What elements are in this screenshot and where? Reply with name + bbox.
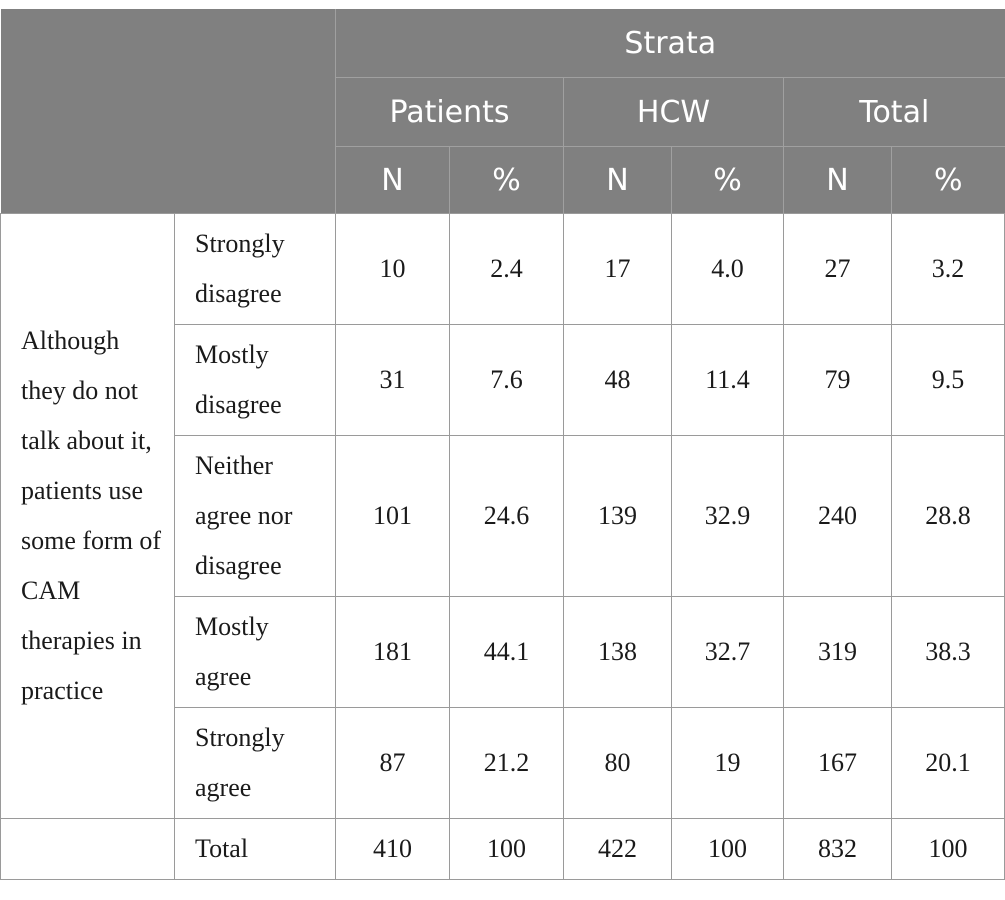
- col-header-n: N: [336, 147, 450, 214]
- hcw-pct-cell: 32.7: [672, 597, 784, 708]
- col-header-n: N: [564, 147, 672, 214]
- table-row: [1, 819, 1005, 880]
- col-header-pct: %: [450, 147, 564, 214]
- patients-n-cell: 31: [336, 325, 450, 436]
- patients-pct-cell: 24.6: [450, 436, 564, 597]
- hcw-n-cell: 138: [564, 597, 672, 708]
- row-label: Strongly agree: [175, 708, 336, 819]
- total-n-cell: 832: [784, 819, 892, 880]
- total-pct-cell: 20.1: [892, 708, 1005, 819]
- row-label: Strongly disagree: [175, 214, 336, 325]
- empty-cell: [1, 819, 175, 880]
- group-header-hcw: HCW: [564, 78, 784, 147]
- patients-n-cell: 101: [336, 436, 450, 597]
- hcw-n-cell: 422: [564, 819, 672, 880]
- hcw-pct-cell: 4.0: [672, 214, 784, 325]
- patients-n-cell: 87: [336, 708, 450, 819]
- patients-n-cell: 181: [336, 597, 450, 708]
- hcw-pct-cell: 32.9: [672, 436, 784, 597]
- strata-header: Strata: [336, 9, 1005, 78]
- patients-pct-cell: 100: [450, 819, 564, 880]
- total-n-cell: 79: [784, 325, 892, 436]
- total-pct-cell: 100: [892, 819, 1005, 880]
- question-text: Although they do not talk about it, patients use some form of CAM therapies in practice: [1, 214, 175, 819]
- hcw-pct-cell: 19: [672, 708, 784, 819]
- patients-pct-cell: 21.2: [450, 708, 564, 819]
- total-n-cell: 27: [784, 214, 892, 325]
- total-pct-cell: 28.8: [892, 436, 1005, 597]
- patients-pct-cell: 44.1: [450, 597, 564, 708]
- total-n-cell: 240: [784, 436, 892, 597]
- patients-pct-cell: 2.4: [450, 214, 564, 325]
- hcw-n-cell: 139: [564, 436, 672, 597]
- header-corner: [1, 9, 336, 214]
- patients-pct-cell: 7.6: [450, 325, 564, 436]
- group-header-patients: Patients: [336, 78, 564, 147]
- row-label: Total: [175, 819, 336, 880]
- col-header-n: N: [784, 147, 892, 214]
- group-header-total: Total: [784, 78, 1005, 147]
- hcw-pct-cell: 100: [672, 819, 784, 880]
- col-header-pct: %: [892, 147, 1005, 214]
- patients-n-cell: 410: [336, 819, 450, 880]
- total-n-cell: 319: [784, 597, 892, 708]
- total-pct-cell: 38.3: [892, 597, 1005, 708]
- hcw-n-cell: 17: [564, 214, 672, 325]
- patients-n-cell: 10: [336, 214, 450, 325]
- total-pct-cell: 3.2: [892, 214, 1005, 325]
- row-label: Mostly disagree: [175, 325, 336, 436]
- row-label: Neither agree nor disagree: [175, 436, 336, 597]
- total-pct-cell: 9.5: [892, 325, 1005, 436]
- total-n-cell: 167: [784, 708, 892, 819]
- hcw-pct-cell: 11.4: [672, 325, 784, 436]
- col-header-pct: %: [672, 147, 784, 214]
- hcw-n-cell: 80: [564, 708, 672, 819]
- hcw-n-cell: 48: [564, 325, 672, 436]
- table-row: [1, 214, 1005, 325]
- row-label: Mostly agree: [175, 597, 336, 708]
- strata-table: [0, 9, 1005, 880]
